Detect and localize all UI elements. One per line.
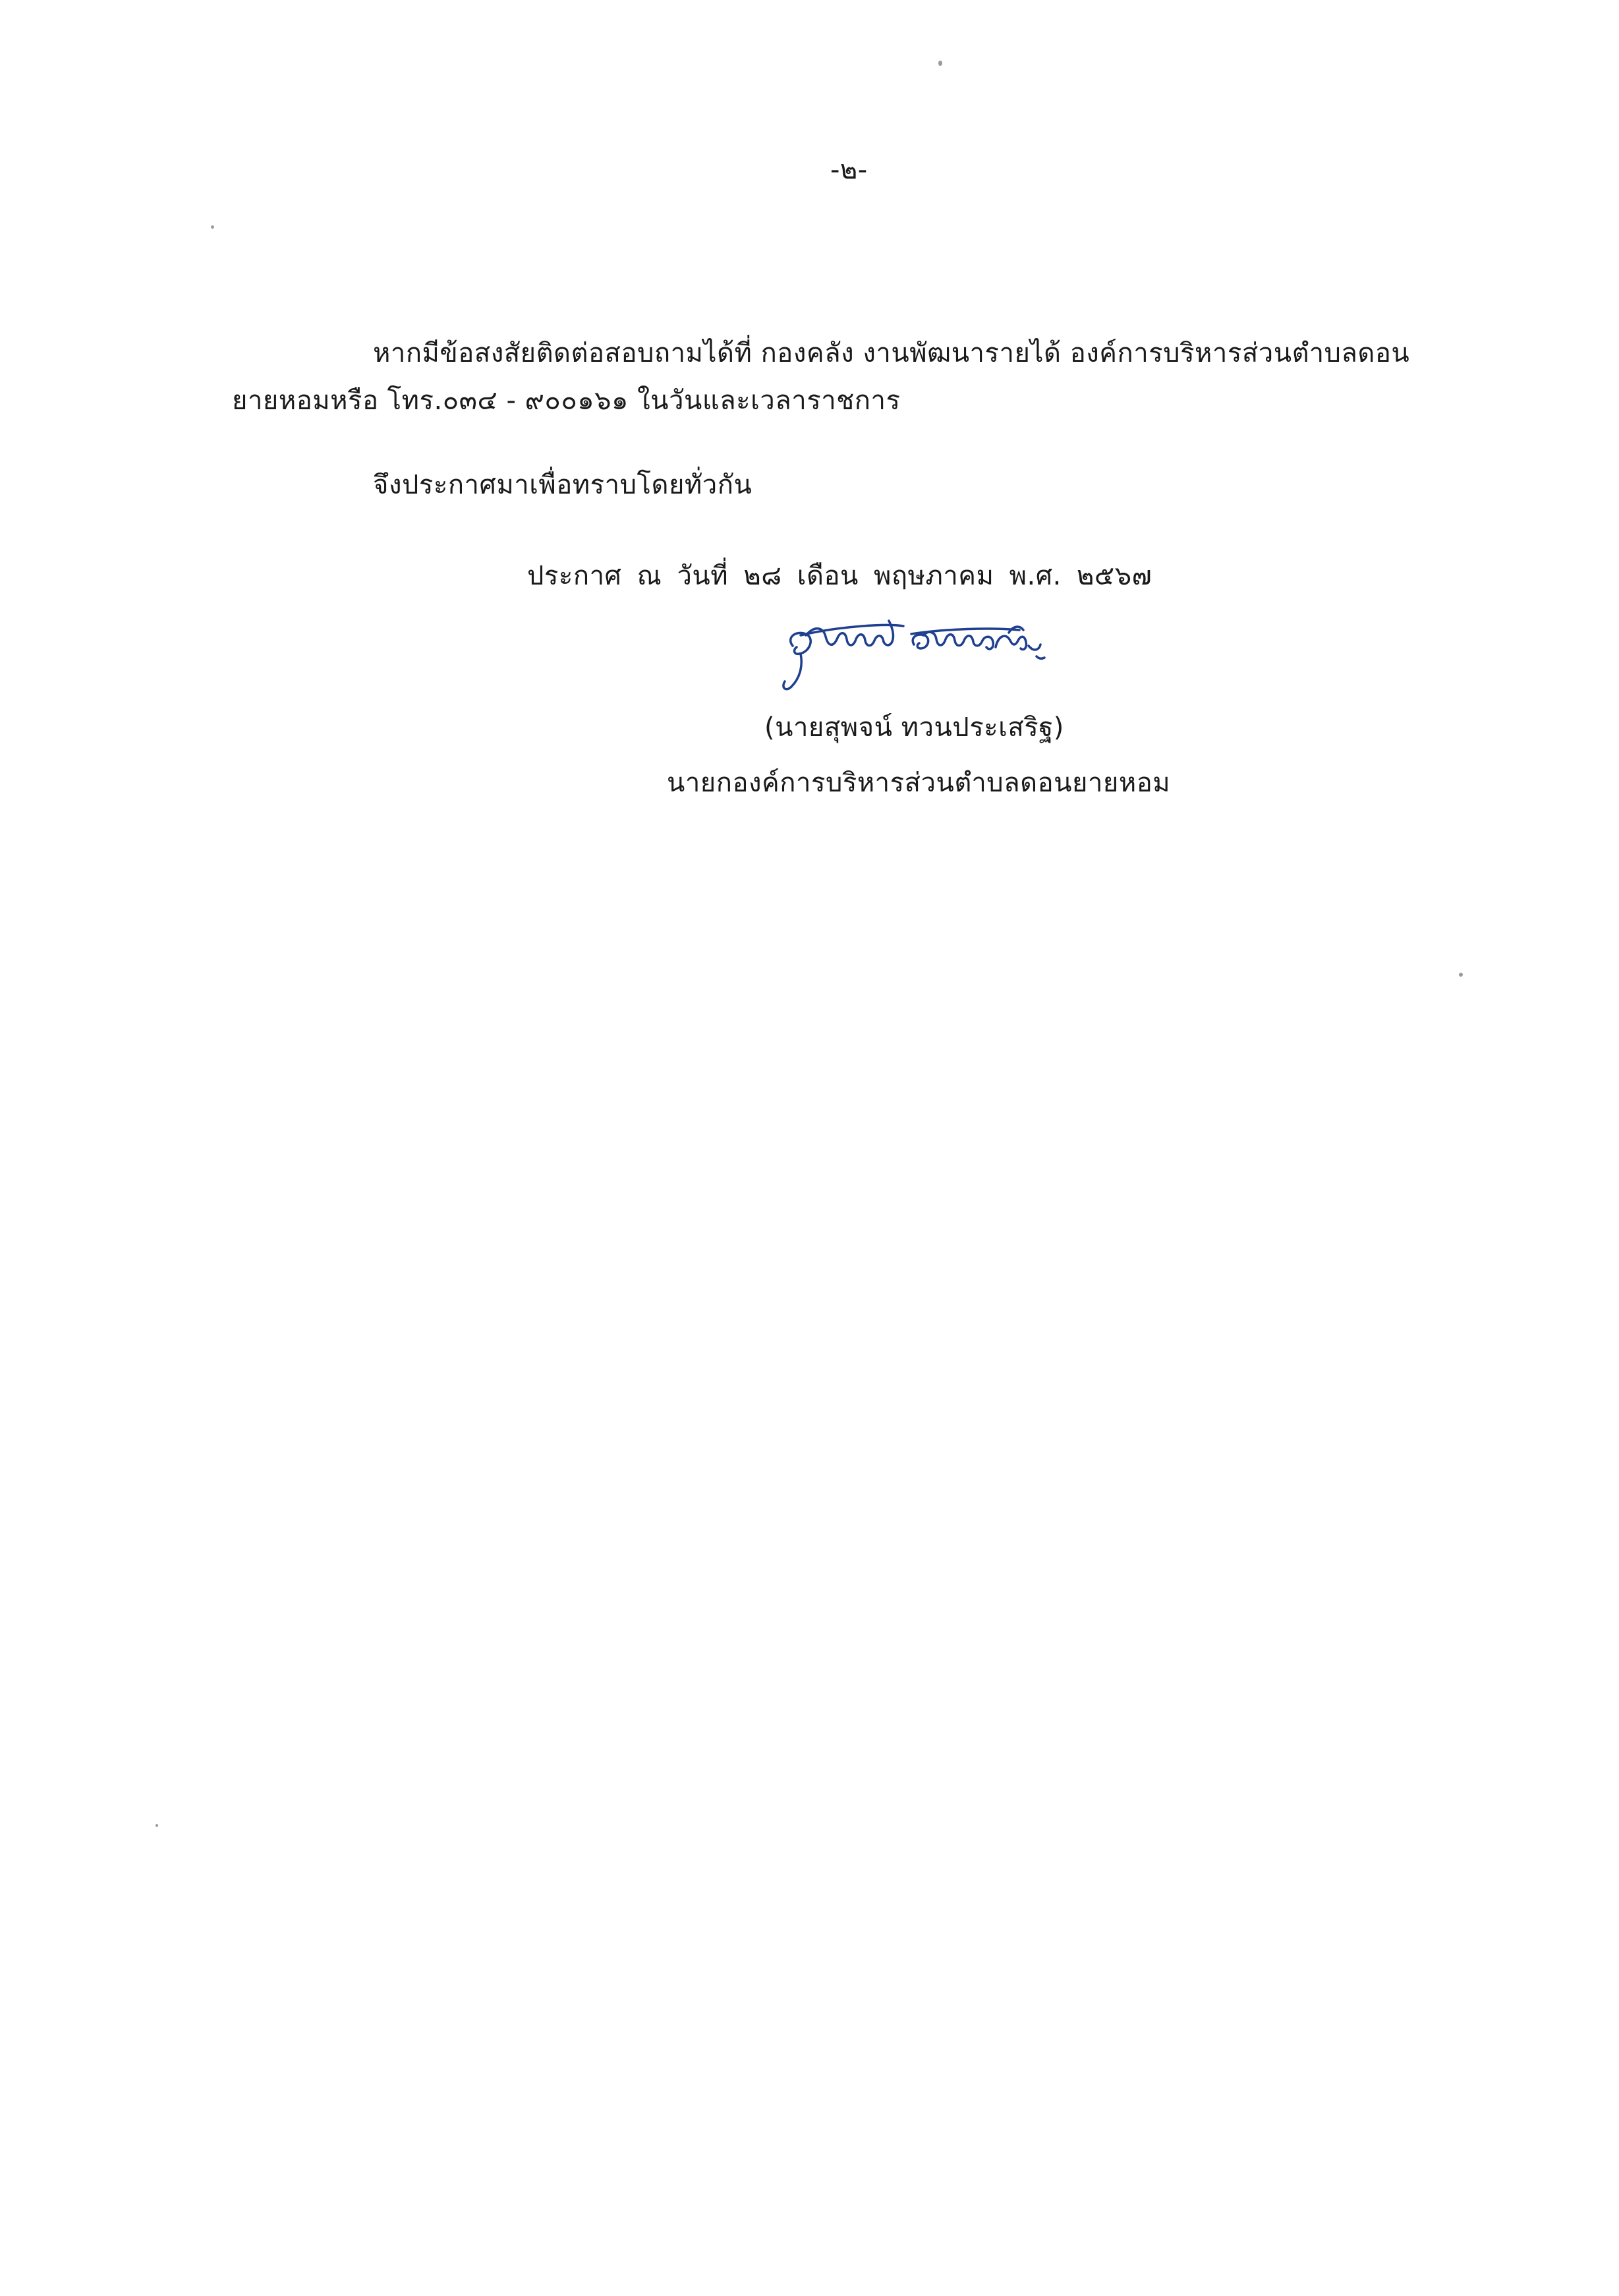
announcement-date: ประกาศ ณ วันที่ ๒๘ เดือน พฤษภาคม พ.ศ. ๒๕๖๗ [527, 561, 1152, 591]
signatory-title: นายกองค์การบริหารส่วนตำบลดอนยายหอม [667, 768, 1171, 798]
page-number: -๒- [830, 155, 868, 185]
scan-speck [156, 1824, 158, 1827]
scan-speck [1459, 973, 1463, 977]
signatory-name: (นายสุพจน์ ทวนประเสริฐ) [764, 712, 1064, 743]
contact-paragraph-line-1: หากมีข้อสงสัยติดต่อสอบถามได้ที่ กองคลัง งานพัฒนารายได้ องค์การบริหารส่วนตำบลดอน [373, 338, 1410, 368]
contact-paragraph-line-2: ยายหอมหรือ โทร.๐๓๔ - ๙๐๐๑๖๑ ในวันและเวลาราชการ [232, 386, 901, 416]
handwritten-signature [774, 606, 1064, 699]
scan-speck [211, 225, 214, 229]
announcement-paragraph: จึงประกาศมาเพื่อทราบโดยทั่วกัน [373, 470, 753, 500]
scan-speck [938, 61, 942, 66]
